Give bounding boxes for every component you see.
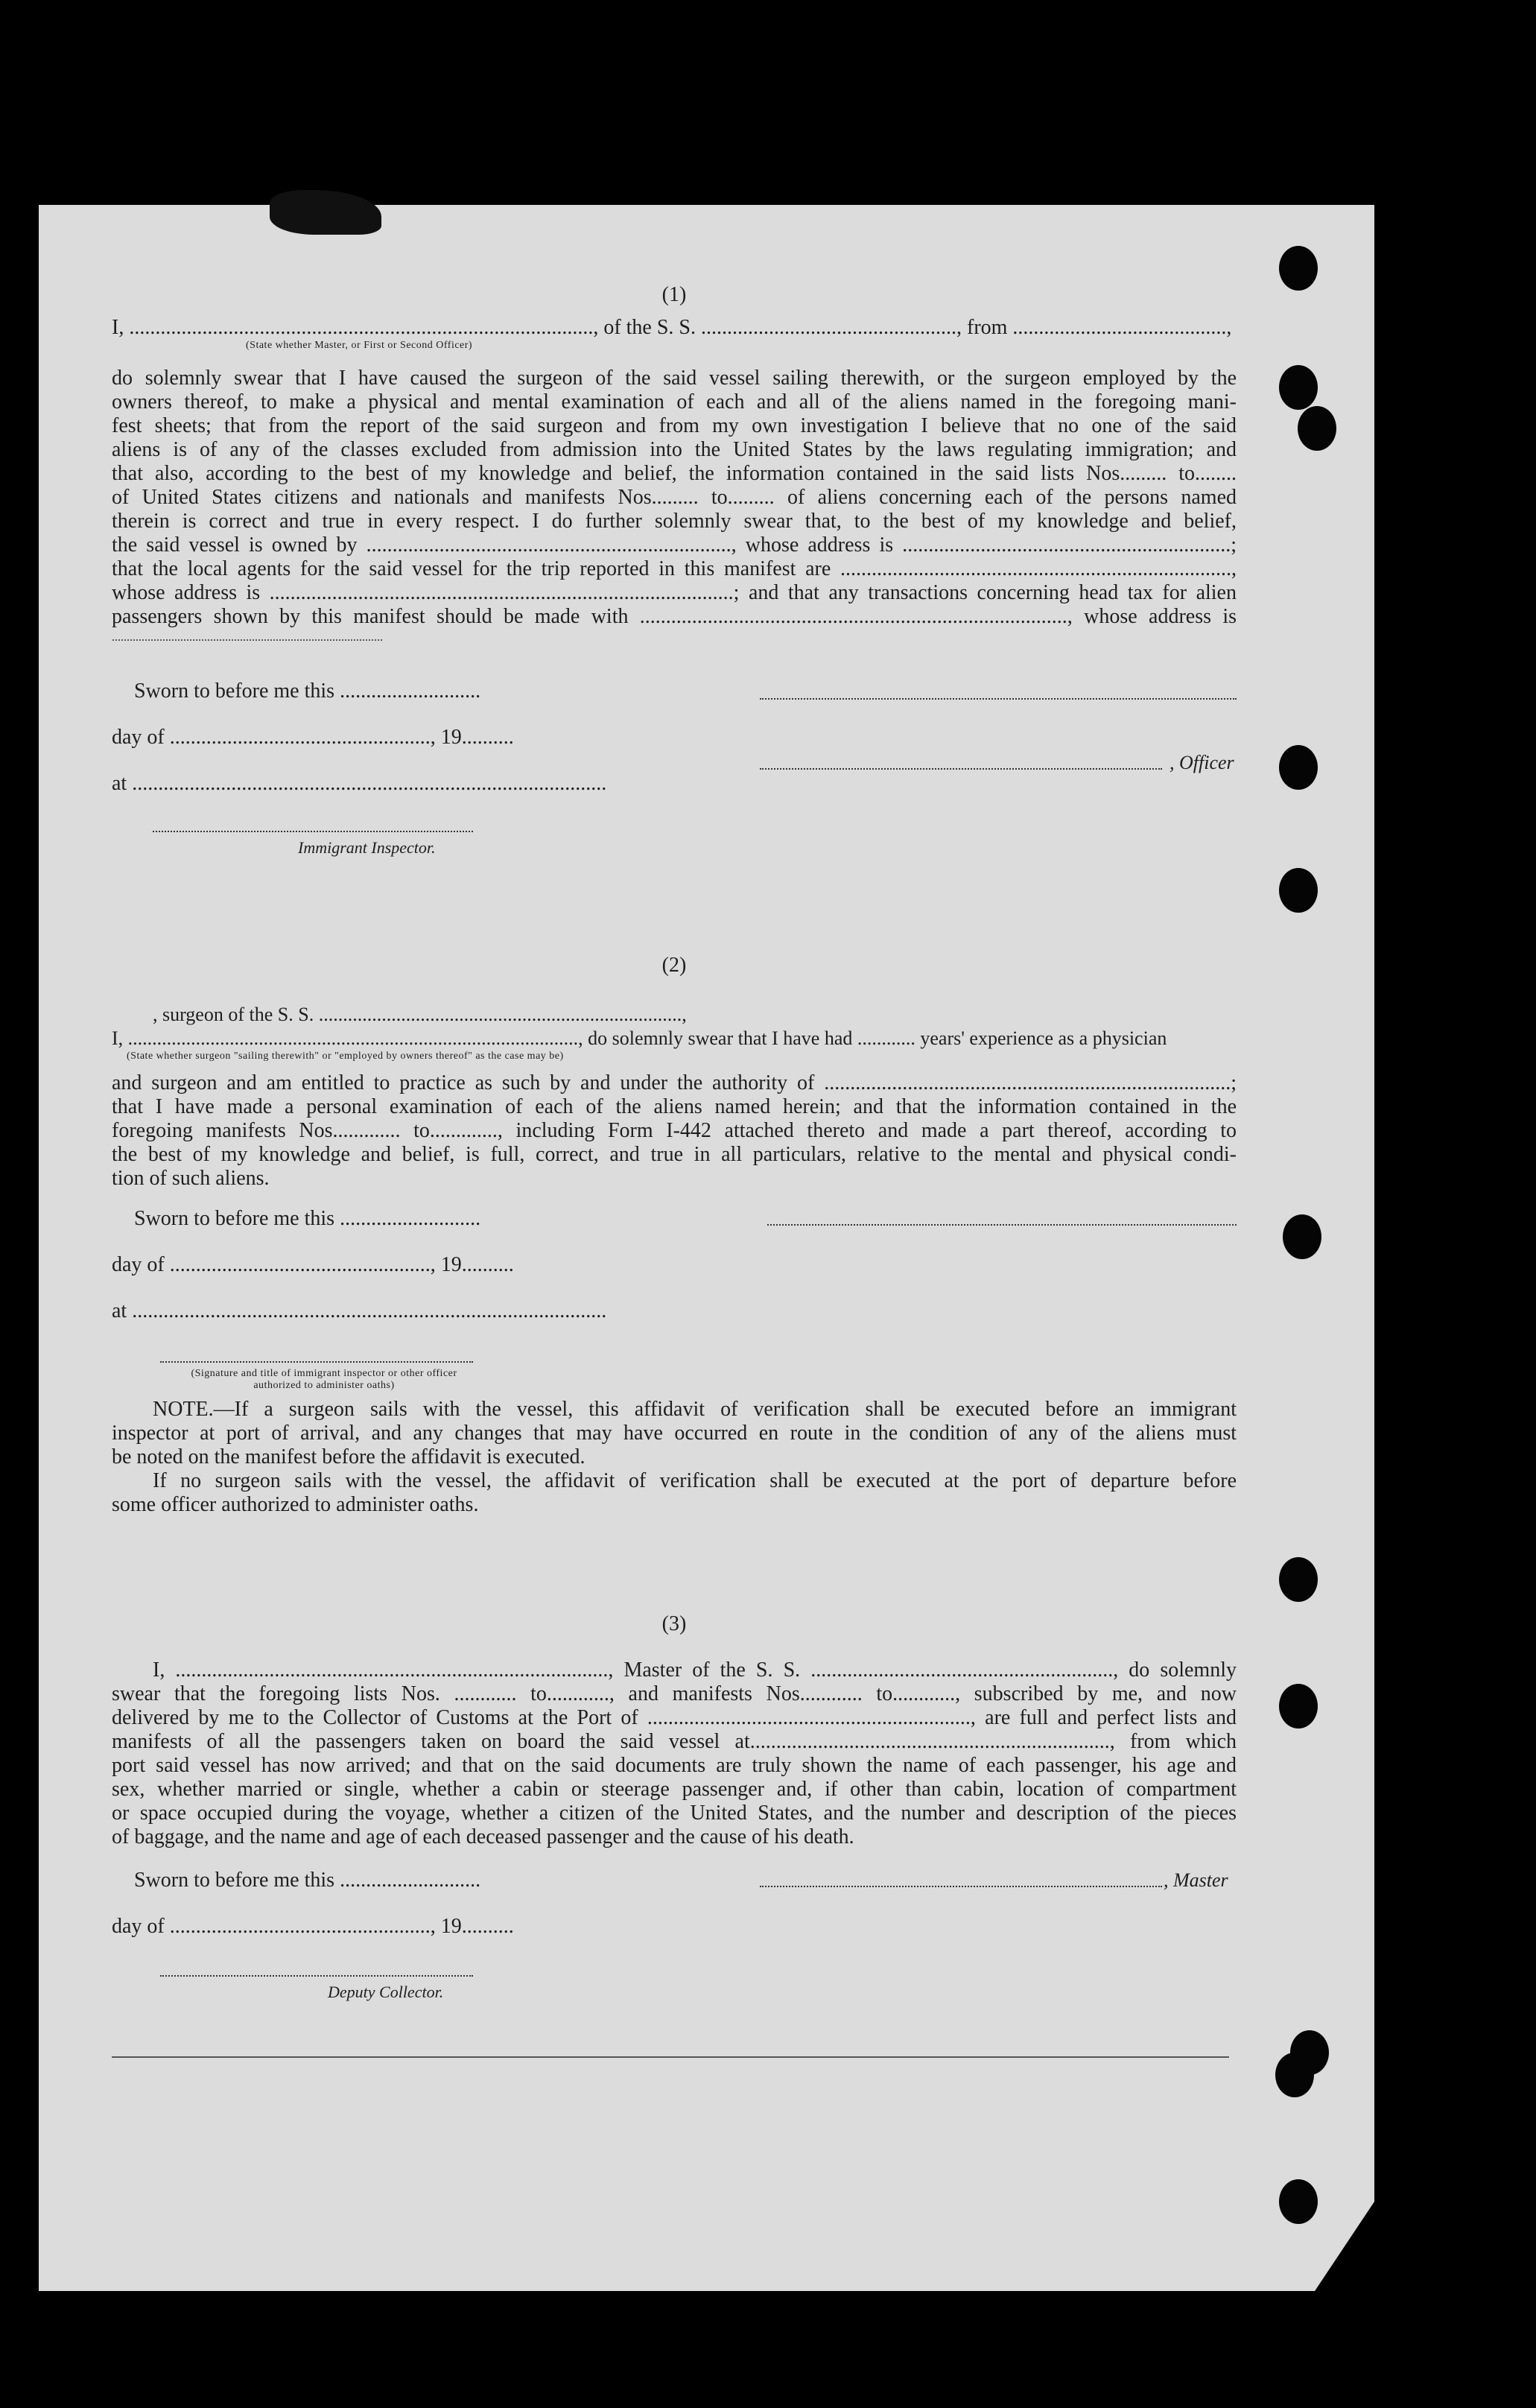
- section-1-line: ...........................................................................................: [112, 631, 383, 644]
- section-1-line: that the local agents for the said vessel for the trip reported in this manifest are ...........................................................................,: [112, 557, 1237, 580]
- section-3-heading: (3): [661, 1612, 687, 1635]
- section-2-surgeon-note: (State whether surgeon "sailing therewith" or "employed by owners thereof" as the case may be): [127, 1051, 564, 1062]
- section-1-at: at ...........................................................................................: [112, 772, 607, 795]
- section-1-officer-note: (State whether Master, or First or Second Officer): [246, 340, 473, 351]
- binder-hole: [1279, 2179, 1318, 2224]
- section-3-line: port said vessel has now arrived; and that on the said documents are truly shown the name of each passenger, his age and: [112, 1754, 1237, 1777]
- immigrant-inspector-label: Immigrant Inspector.: [298, 838, 436, 857]
- section-1-line: fest sheets; that from the report of the said surgeon and from my own investigation I believe that no one of the said: [112, 414, 1237, 437]
- signature-line: [153, 830, 473, 832]
- page-shadow: [1315, 2202, 1374, 2291]
- signature-line: [160, 1974, 473, 1977]
- signature-line: [160, 1360, 473, 1363]
- binder-hole: [1298, 406, 1336, 451]
- section-3-line: manifests of all the passengers taken on board the said vessel at....................................................................., from which: [112, 1730, 1237, 1753]
- section-3-line: I, ..................................................................................., Master of the S. S. .........................................................., do solemnly: [153, 1658, 1237, 1682]
- binder-hole: [1279, 1684, 1318, 1729]
- page-bottom-rule: [112, 2056, 1229, 2058]
- master-label: , Master: [1164, 1869, 1228, 1891]
- section-3-line: delivered by me to the Collector of Customs at the Port of .............................................................., are full and perfect lists and: [112, 1706, 1237, 1729]
- signature-line: [760, 1885, 1162, 1887]
- section-2-at: at ...........................................................................................: [112, 1299, 607, 1322]
- section-2-opening-line: I, ............................................................................................., do solemnly swear that I have had ............ years' experience as a physician: [112, 1027, 1167, 1049]
- section-2-line: tion of such aliens.: [112, 1167, 270, 1190]
- note-line: be noted on the manifest before the affidavit is executed.: [112, 1445, 585, 1468]
- section-1-line: passengers shown by this manifest should be made with .................................................................................., whose address is: [112, 605, 1237, 628]
- section-2-line: that I have made a personal examination of each of the aliens named herein; and that the information contained in the: [112, 1095, 1237, 1118]
- section-1-line: of United States citizens and nationals and manifests Nos......... to......... of aliens concerning each of the persons named: [112, 486, 1237, 509]
- signature-line: [760, 697, 1237, 700]
- section-3-sworn: Sworn to before me this ...........................: [134, 1869, 481, 1892]
- section-1-sworn: Sworn to before me this ...........................: [134, 679, 481, 703]
- section-3-day: day of .................................................., 19..........: [112, 1915, 514, 1938]
- signature-line: [760, 767, 1162, 770]
- section-2-line: the best of my knowledge and belief, is full, correct, and true in all particulars, relative to the mental and physical condi-: [112, 1143, 1237, 1166]
- torn-corner-mark: [270, 190, 381, 235]
- section-1-line: aliens is of any of the classes excluded from admission into the United States by the laws regulating immigration; and: [112, 438, 1237, 461]
- binder-hole: [1279, 246, 1318, 291]
- section-2-signature-note: (Signature and title of immigrant inspector or other officer authorized to administer oaths): [191, 1368, 457, 1391]
- section-1-line: do solemnly swear that I have caused the surgeon of the said vessel sailing therewith, or the surgeon employed by the: [112, 367, 1237, 390]
- section-1-line: whose address is .........................................................................................; and that any transactions concerning head tax for alien: [112, 581, 1237, 604]
- section-1-line: that also, according to the best of my knowledge and belief, the information contained in the said lists Nos......... to........: [112, 462, 1237, 485]
- section-3-line: or space occupied during the voyage, whether a citizen of the United States, and the number and description of the pieces: [112, 1802, 1237, 1825]
- section-1-day: day of .................................................., 19..........: [112, 726, 514, 749]
- section-2-surgeon-of: , surgeon of the S. S. ...........................................................................,: [153, 1004, 687, 1025]
- section-1-line: owners thereof, to make a physical and mental examination of each and all of the aliens named in the foregoing mani-: [112, 390, 1237, 414]
- binder-hole: [1279, 1557, 1318, 1602]
- section-3-line: swear that the foregoing lists Nos. ............ to............, and manifests Nos............ to............, subscribed by me, and now: [112, 1682, 1237, 1705]
- binder-hole: [1279, 868, 1318, 913]
- officer-label: , Officer: [1170, 752, 1234, 773]
- note-line: some officer authorized to administer oaths.: [112, 1493, 479, 1516]
- note-line: inspector at port of arrival, and any changes that may have occurred en route in the condition of any of the aliens must: [112, 1422, 1237, 1445]
- section-2-line: foregoing manifests Nos............. to............., including Form I-442 attached thereto and made a part thereof, according to: [112, 1119, 1237, 1142]
- section-3-line: of baggage, and the name and age of each deceased passenger and the cause of his death.: [112, 1825, 854, 1848]
- binder-hole: [1275, 2053, 1314, 2097]
- section-1-opening-line: I, ........................................................................................., of the S. S. ................................................., from .........................................,: [112, 316, 1232, 339]
- binder-hole: [1279, 365, 1318, 410]
- deputy-collector-label: Deputy Collector.: [328, 1983, 444, 2001]
- section-1-heading: (1): [661, 283, 687, 306]
- note-line: If no surgeon sails with the vessel, the affidavit of verification shall be executed at the port of departure before: [153, 1469, 1237, 1492]
- section-1-line: the said vessel is owned by ......................................................................, whose address is ...............................................................;: [112, 533, 1237, 557]
- section-3-line: sex, whether married or single, whether a cabin or steerage passenger and, if other than cabin, location of compartment: [112, 1778, 1237, 1801]
- section-2-line: and surgeon and am entitled to practice as such by and under the authority of ..............................................................................;: [112, 1071, 1237, 1094]
- section-2-sworn: Sworn to before me this ...........................: [134, 1207, 481, 1230]
- signature-line: [767, 1223, 1237, 1226]
- section-2-heading: (2): [661, 954, 687, 977]
- section-1-line: therein is correct and true in every respect. I do further solemnly swear that, to the best of my knowledge and belief,: [112, 510, 1237, 533]
- binder-hole: [1279, 745, 1318, 790]
- note-line: NOTE.—If a surgeon sails with the vessel, this affidavit of verification shall be executed before an immigrant: [153, 1398, 1237, 1421]
- binder-hole: [1283, 1214, 1321, 1259]
- section-2-day: day of .................................................., 19..........: [112, 1253, 514, 1276]
